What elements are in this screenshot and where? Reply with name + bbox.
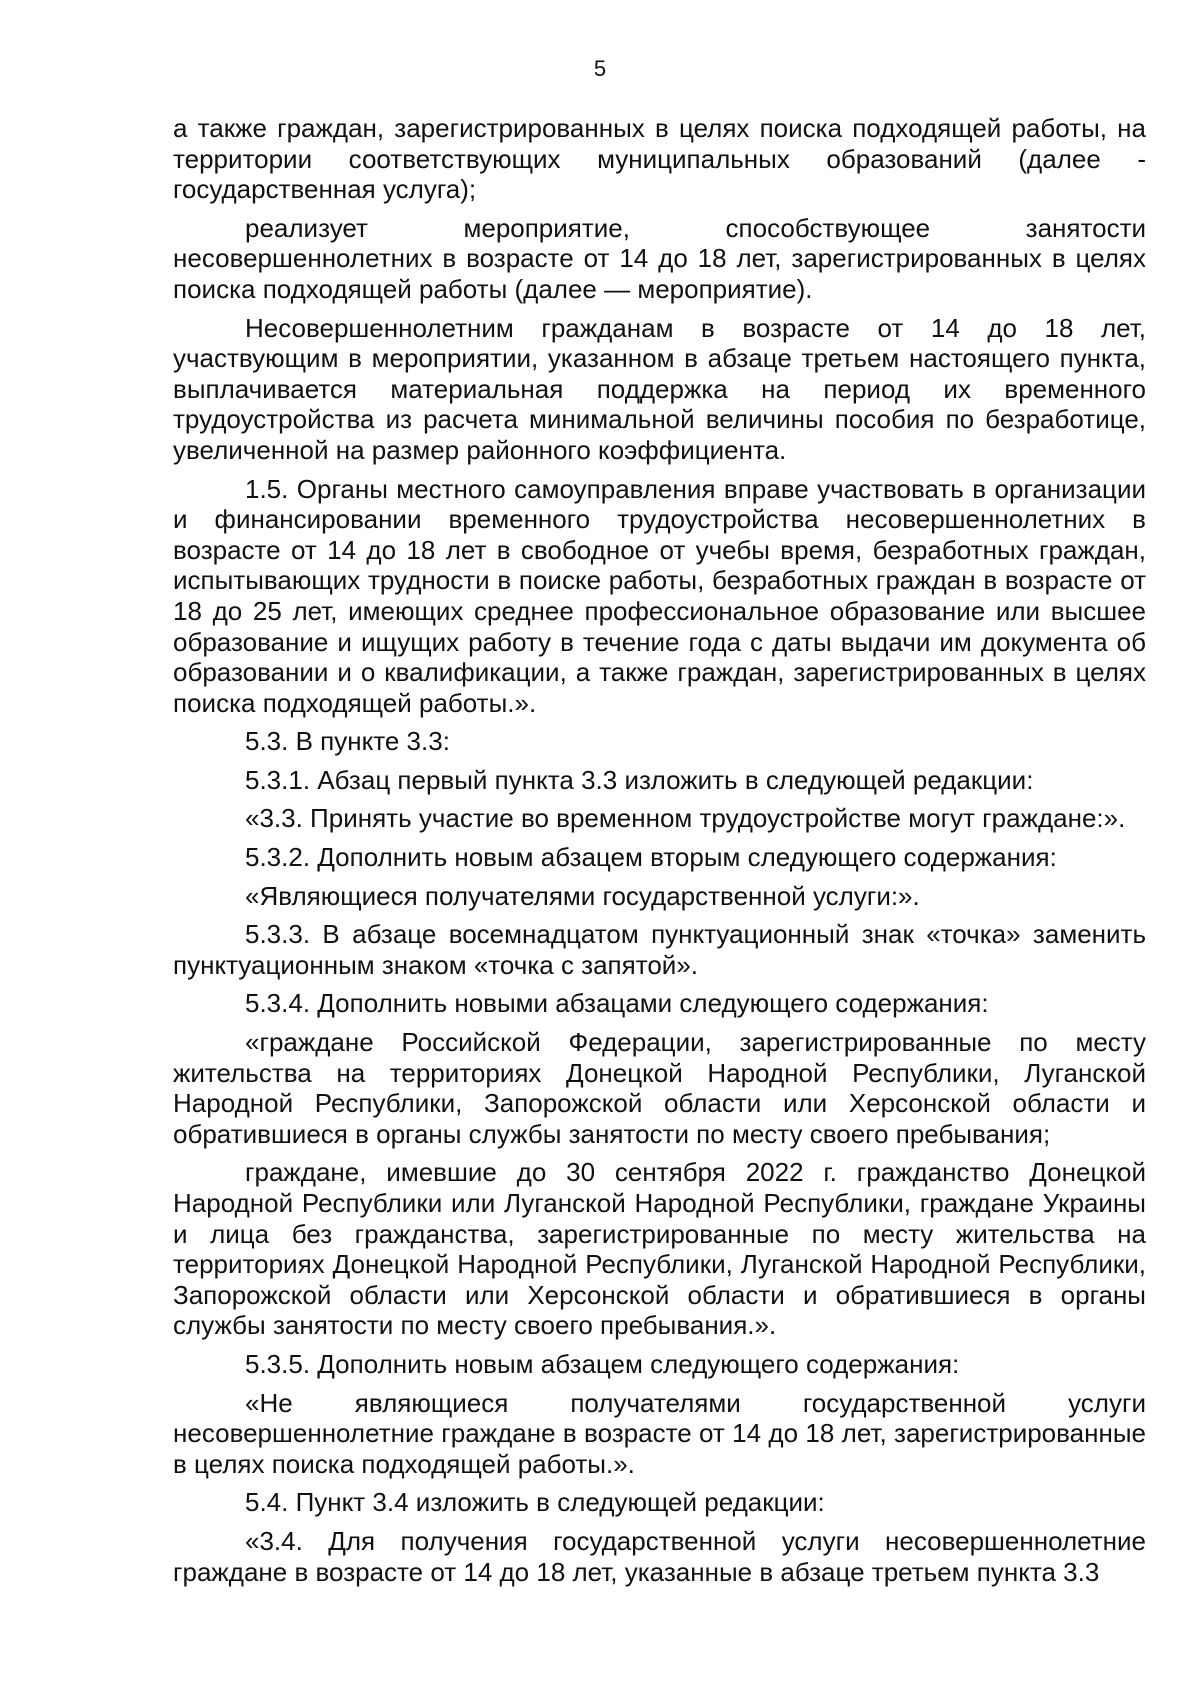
paragraph: 1.5. Органы местного самоуправления вправе участвовать в организации и финансировании временного трудоустройства несовершеннолетних в возрасте от 14 до 18 лет в свободное от учебы время, безработных граждан, испытывающих трудности в поиске работы, безработных граждан в возрасте от 18 до 25 лет, имеющих среднее профессиональное образование или высшее образование и ищущих работу в течение года с даты выдачи им документа об образовании и о квалификации, а также граждан, зарегистрированных в целях поиска подходящей работы.». [173,473,1146,718]
paragraph: «граждане Российской Федерации, зарегистрированные по месту жительства на территориях Донецкой Народной Республики, Луганской Народной Республики, Запорожской области или Херсонской области и обратившиеся в органы службы занятости по месту своего пребывания; [173,1027,1146,1149]
paragraph: реализует мероприятие, способствующее занятости несовершеннолетних в возрасте от 14 до 18 лет, зарегистрированных в целях поиска подходящей работы (далее — мероприятие). [173,212,1146,304]
paragraph: 5.4. Пункт 3.4 изложить в следующей редакции: [245,1487,825,1518]
paragraph: граждане, имевшие до 30 сентября 2022 г. гражданство Донецкой Народной Республики или Луганской Народной Республики, граждане Украины и лица без гражданства, зарегистрированные по месту жительства на территориях Донецкой Народной Республики, Луганской Народной Республики, Запорожской области или Херсонской области и обратившиеся в органы службы занятости по месту своего пребывания.». [173,1157,1146,1341]
paragraph: «3.3. Принять участие во временном трудоустройстве могут граждане:». [245,803,1126,834]
paragraph: 5.3.3. В абзаце восемнадцатом пунктуационный знак «точка» заменить пунктуационным знаком «точка с запятой». [173,919,1146,980]
paragraph: «3.4. Для получения государственной услуги несовершеннолетние граждане в возрасте от 14 до 18 лет, указанные в абзаце третьем пункта 3.3 [173,1525,1146,1587]
paragraph: 5.3.1. Абзац первый пункта 3.3 изложить в следующей редакции: [245,764,1034,795]
paragraph: 5.3.5. Дополнить новым абзацем следующего содержания: [245,1348,960,1379]
paragraph: 5.3.2. Дополнить новым абзацем вторым следующего содержания: [245,842,1057,873]
paragraph: а также граждан, зарегистрированных в целях поиска подходящей работы, на территории соответствующих муниципальных образований (далее - государственная услуга); [173,113,1146,205]
paragraph: 5.3.4. Дополнить новыми абзацами следующего содержания: [245,988,989,1019]
paragraph: 5.3. В пункте 3.3: [245,726,450,757]
paragraph: Несовершеннолетним гражданам в возрасте от 14 до 18 лет, участвующим в мероприятии, указанном в абзаце третьем настоящего пункта, выплачивается материальная поддержка на период их временного трудоустройства из расчета минимальной величины пособия по безработице, увеличенной на размер районного коэффициента. [173,312,1146,465]
document-body [173,113,1146,1595]
paragraph: «Не являющиеся получателями государственной услуги несовершеннолетние граждане в возрасте от 14 до 18 лет, зарегистрированные в целях поиска подходящей работы.». [173,1387,1146,1479]
page-number: 5 [593,56,607,81]
paragraph: «Являющиеся получателями государственной услуги:». [245,880,920,911]
